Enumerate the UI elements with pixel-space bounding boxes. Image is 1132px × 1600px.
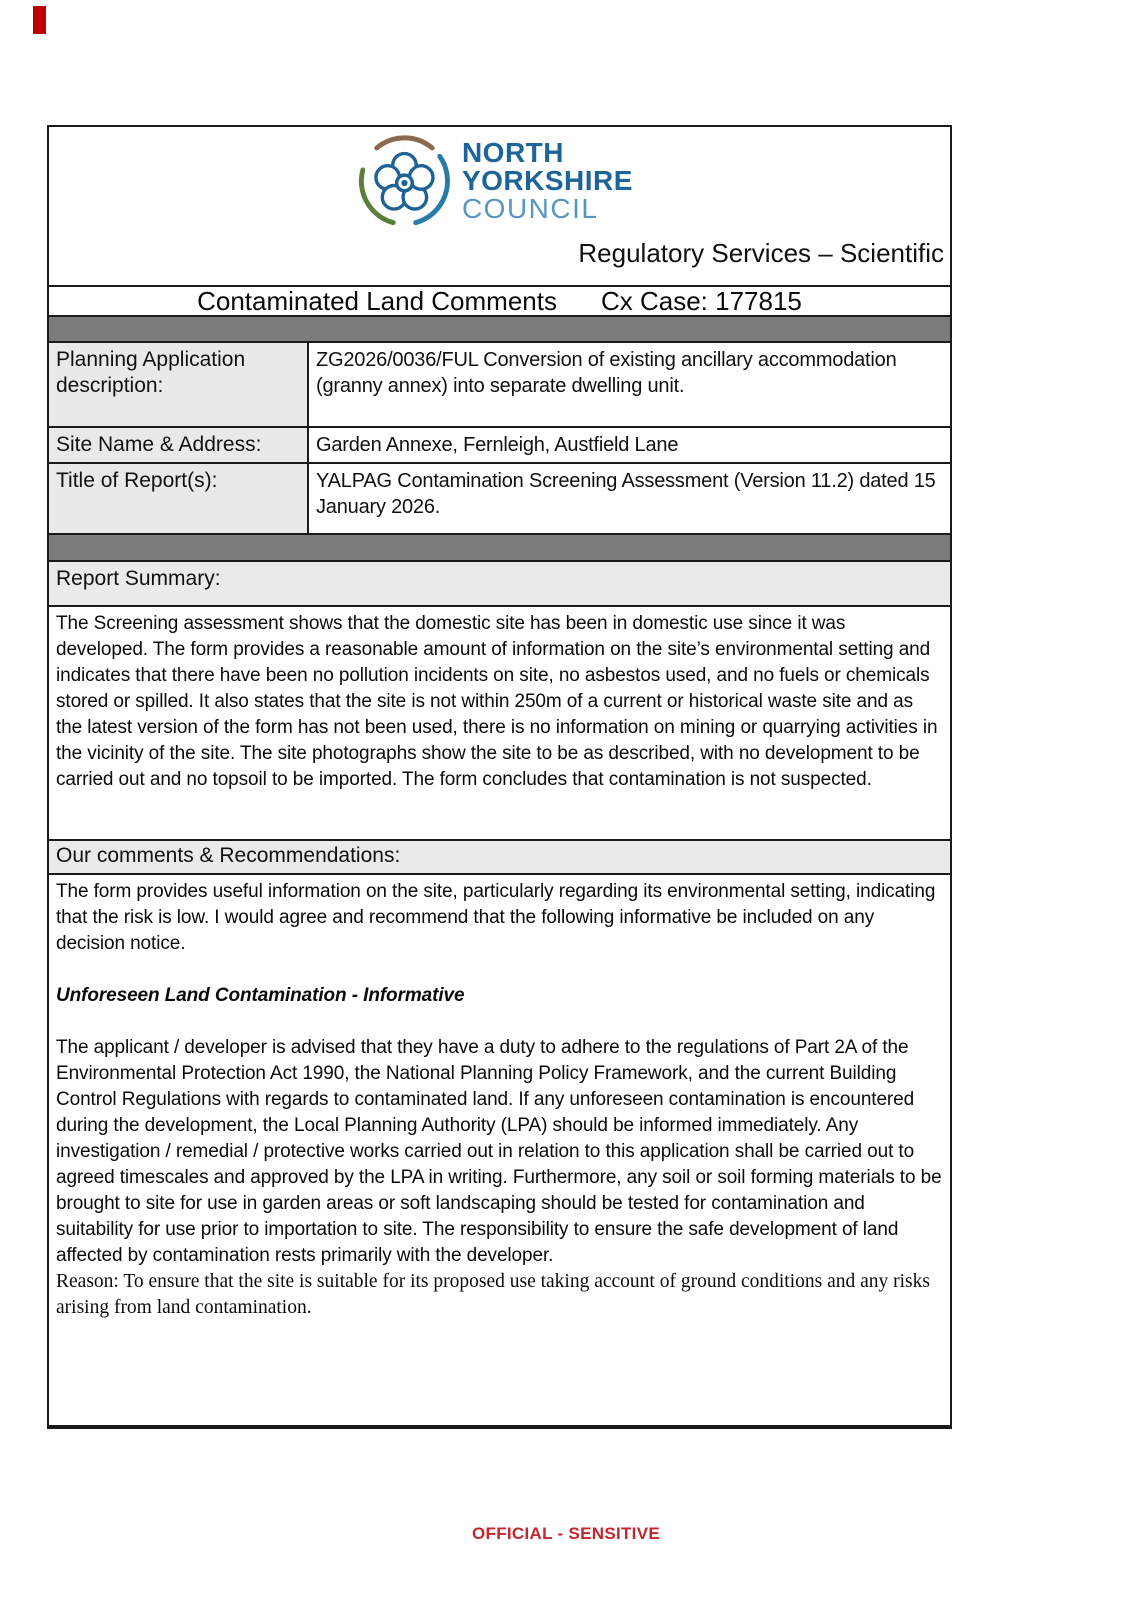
value-planning-application: ZG2026/0036/FUL Conversion of existing ancillary accommodation (granny annex) into separate dwelling unit. xyxy=(309,343,950,428)
logo-text-north: NORTH xyxy=(461,137,565,168)
divider-bar-top xyxy=(49,315,950,343)
report-summary-heading: Report Summary: xyxy=(49,562,950,607)
department-title: Regulatory Services – Scientific xyxy=(578,238,944,268)
reason-paragraph: Reason: To ensure that the site is suitable for its proposed use taking account of ground conditions and any risks arising from land contamination. xyxy=(56,1271,930,1318)
logo-text-council: COUNCIL xyxy=(461,193,599,224)
comments-paragraph-1: The form provides useful information on the site, particularly regarding its environmental setting, indicating that the risk is low. I would agree and recommend that the following informative be included on any decision notice. xyxy=(56,881,936,954)
value-title-of-reports: YALPAG Contamination Screening Assessment (Version 11.2) dated 15 January 2026. xyxy=(309,464,950,535)
report-document xyxy=(47,125,952,1429)
divider-bar-middle xyxy=(49,535,950,562)
logo-text-yorkshire: YORKSHIRE xyxy=(461,165,633,196)
comments-body xyxy=(49,875,950,1425)
label-title-of-reports: Title of Report(s): xyxy=(49,464,309,535)
comments-paragraph-2: The applicant / developer is advised that they have a duty to adhere to the regulations of Part 2A of the Environmental Protection Act 1990, the National Planning Policy Framework, and the current Building Control Regulations with regards to contaminated land. If any unforeseen contamination is encountered during the development, the Local Planning Authority (LPA) should be informed immediately. Any investigation / remedial / protective works carried out in relation to this application shall be carried out to agreed timescales and approved by the LPA in writing. Furthermore, any soil or soil forming materials to be brought to site for use in garden areas or soft landscaping should be tested for contamination and suitability for use prior to importation to site. The responsibility to ensure the safe development of land affected by contamination rests primarily with the developer. xyxy=(56,1037,942,1266)
title-bar xyxy=(49,285,950,315)
comments-heading: Our comments & Recommendations: xyxy=(49,841,950,875)
classification-footer: OFFICIAL - SENSITIVE xyxy=(472,1524,660,1543)
document-header xyxy=(49,127,950,285)
document-title: Contaminated Land Comments xyxy=(197,285,557,316)
informative-heading: Unforeseen Land Contamination - Informative xyxy=(56,985,465,1006)
case-number: Cx Case: 177815 xyxy=(600,285,802,316)
council-logo xyxy=(355,132,633,230)
report-summary-body: The Screening assessment shows that the domestic site has been in domestic use since it was developed. The form provides a reasonable amount of information on the site’s environmental setting and indicates that there have been no pollution incidents on site, no asbestos used, and no fuels or chemicals stored or spilled. It also states that the site is not within 250m of a current or historical waste site and as the latest version of the form has not been used, there is no information on mining or quarrying activities in the vicinity of the site. The site photographs show the site to be as described, with no development to be carried out and no topsoil to be imported. The form concludes that contamination is not suspected. xyxy=(49,607,950,841)
council-logo-text xyxy=(462,139,633,223)
value-site-name-address: Garden Annexe, Fernleigh, Austfield Lane xyxy=(309,428,950,464)
label-planning-application: Planning Application description: xyxy=(49,343,309,428)
page-corner-mark xyxy=(33,6,46,34)
info-table xyxy=(49,343,950,535)
label-site-name-address: Site Name & Address: xyxy=(49,428,309,464)
yorkshire-rose-icon xyxy=(355,132,453,230)
